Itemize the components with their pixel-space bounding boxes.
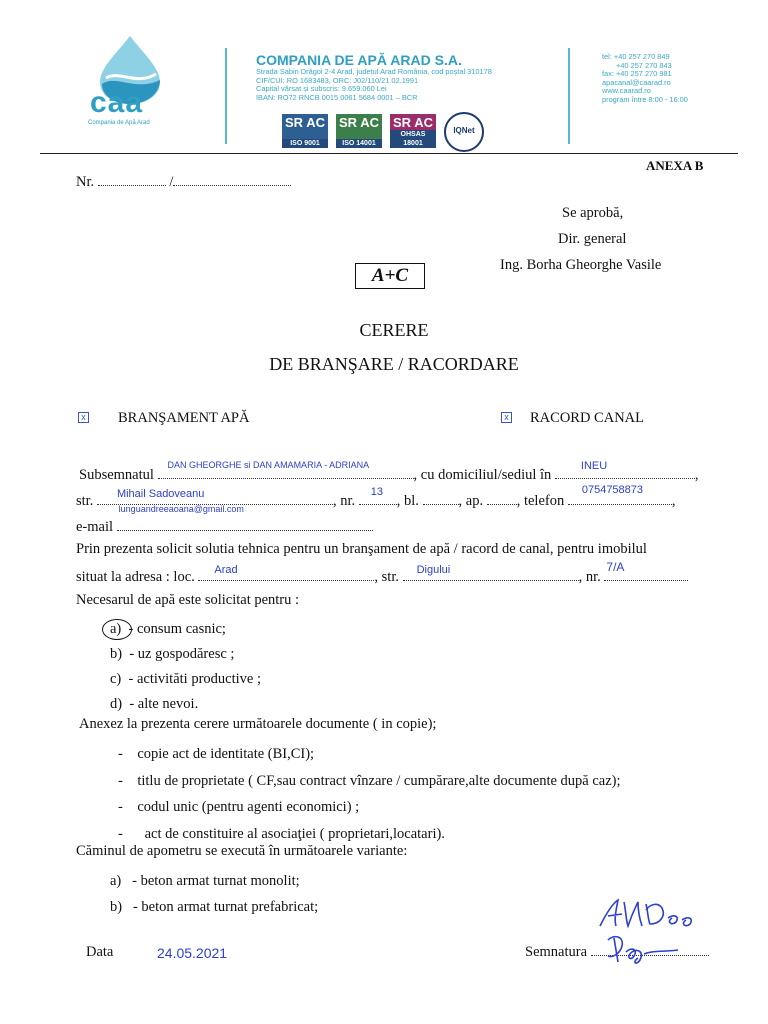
- applicant-line: Subsemnatul DAN GHEORGHE si DAN AMAMARIA - ADRIANA , cu domiciliul/sediul în INEU ,: [79, 460, 699, 483]
- logo-text: caa: [90, 86, 144, 119]
- list-item: - codul unic (pentru agenti economici) ;: [118, 799, 360, 815]
- header-rule: [40, 153, 738, 154]
- list-item: a) - consum casnic;: [110, 617, 261, 642]
- date-label: Data: [86, 944, 114, 960]
- doc-subtitle: DE BRANŞARE / RACORDARE: [269, 354, 519, 374]
- contact-line: +40 257 270 843: [616, 60, 672, 70]
- list-item: - copie act de identitate (BI,CI);: [118, 746, 315, 762]
- approval-line: Dir. general: [558, 231, 627, 247]
- applicant-name-field[interactable]: DAN GHEORGHE si DAN AMAMARIA - ADRIANA: [158, 464, 414, 479]
- property-number-field[interactable]: 7/A: [604, 566, 688, 581]
- property-street-field[interactable]: Digului: [403, 566, 579, 581]
- request-text: Prin prezenta solicit solutia tehnica pentru un branşament de apă / racord de canal, pentru imobilul: [76, 541, 647, 557]
- cert-ohsas-18001: SR AC OHSAS 18001: [390, 114, 436, 148]
- annex-heading: Anexez la prezenta cerere următoarele documente ( in copie);: [79, 716, 437, 732]
- header-divider: [225, 48, 227, 144]
- handwritten-signature-lower: [604, 932, 684, 968]
- cert-iso-9001: SR AC ISO 9001: [282, 114, 328, 148]
- option-bransament-label: BRANŞAMENT APĂ: [118, 410, 250, 426]
- list-item: b) - uz gospodăresc ;: [110, 646, 235, 662]
- locality-field[interactable]: Arad: [198, 566, 374, 581]
- street-field[interactable]: Mihail Sadoveanu: [97, 490, 333, 505]
- address-line: Strada Sabin Drăgoi 2-4 Arad, județul Arad România, cod poștal 310178: [256, 67, 492, 76]
- email-field[interactable]: lunguandreeaoana@gmail.com: [117, 516, 373, 531]
- doc-title: CERERE: [359, 320, 429, 340]
- block-field[interactable]: [423, 504, 459, 505]
- water-use-list: [110, 617, 261, 717]
- contact-line: www.caarad.ro: [602, 86, 651, 96]
- selected-circle: [102, 619, 132, 640]
- approval-line: Ing. Borha Gheorghe Vasile: [500, 257, 662, 273]
- header-divider-right: [568, 48, 570, 144]
- apartment-field[interactable]: [487, 504, 517, 505]
- checkbox-bransament[interactable]: x: [78, 412, 89, 423]
- company-contact: [602, 53, 752, 105]
- email-line: e-mail lunguandreeaoana@gmail.com: [76, 516, 373, 536]
- checkbox-racord[interactable]: x: [501, 412, 512, 423]
- address-line: CIF/CUI: RO 1683483, ORC: J02/110/21.02.1991: [256, 75, 419, 85]
- documents-list: [118, 741, 621, 847]
- water-need-heading: Necesarul de apă este solicitat pentru :: [76, 592, 300, 608]
- meter-chamber-heading: Căminul de apometru se execută în următoarele variante:: [76, 843, 408, 859]
- list-item: - titlu de proprietate ( CF,sau contract vînzare / cumpărare,alte documente după caz);: [118, 772, 621, 789]
- list-item: - act de constituire al asociaţiei ( proprietari,locatari).: [118, 825, 445, 842]
- address-line: IBAN: RO72 RNCB 0015 0061 5684 0001 – BCR: [256, 92, 418, 102]
- list-item: d) - alte nevoi.: [110, 696, 199, 712]
- contact-line: program între 8:00 - 16:00: [602, 94, 688, 104]
- list-item: a) - beton armat turnat monolit;: [110, 873, 300, 889]
- approval-line: Se aprobă,: [562, 205, 624, 221]
- option-racord-label: RACORD CANAL: [530, 410, 644, 426]
- phone-field[interactable]: 0754758873: [568, 490, 672, 505]
- list-item: b) - beton armat turnat prefabricat;: [110, 899, 319, 915]
- registration-number: Nr. /: [76, 174, 291, 191]
- form-code-box: A+C: [355, 263, 425, 289]
- cert-iso-14001: SR AC ISO 14001: [336, 114, 382, 148]
- number-field[interactable]: 13: [359, 490, 397, 505]
- contact-line: apacanal@caarad.ro: [602, 77, 671, 87]
- logo-subtitle: Compania de Apă Arad: [88, 120, 150, 126]
- street-line: str. Mihail Sadoveanu , nr. 13 , bl. , ap. , telefon 0754758873 ,: [76, 484, 676, 509]
- domicile-field[interactable]: INEU: [555, 464, 695, 479]
- signature-label: Semnatura: [525, 944, 709, 961]
- address-line: situat la adresa : loc. Arad , str. Digului , nr. 7/A: [76, 566, 688, 586]
- company-name: COMPANIA DE APĂ ARAD S.A.: [256, 52, 462, 68]
- handwritten-signature-upper: [596, 896, 708, 932]
- list-item: c) - activităti productive ;: [110, 671, 261, 687]
- address-line: Capital vărsat și subscris: 9.659.060 Lei: [256, 84, 387, 94]
- date-value: 24.05.2021: [157, 945, 228, 961]
- contact-line: tel: +40 257 270 849: [602, 52, 670, 61]
- iqnet-logo: IQNet: [444, 112, 484, 152]
- variants-list: [110, 868, 318, 920]
- company-address: [256, 68, 546, 102]
- approval-block: [500, 200, 740, 278]
- anexa-label: ANEXA B: [646, 158, 704, 173]
- contact-line: fax: +40 257 270 981: [602, 69, 672, 79]
- company-logo: [86, 34, 176, 134]
